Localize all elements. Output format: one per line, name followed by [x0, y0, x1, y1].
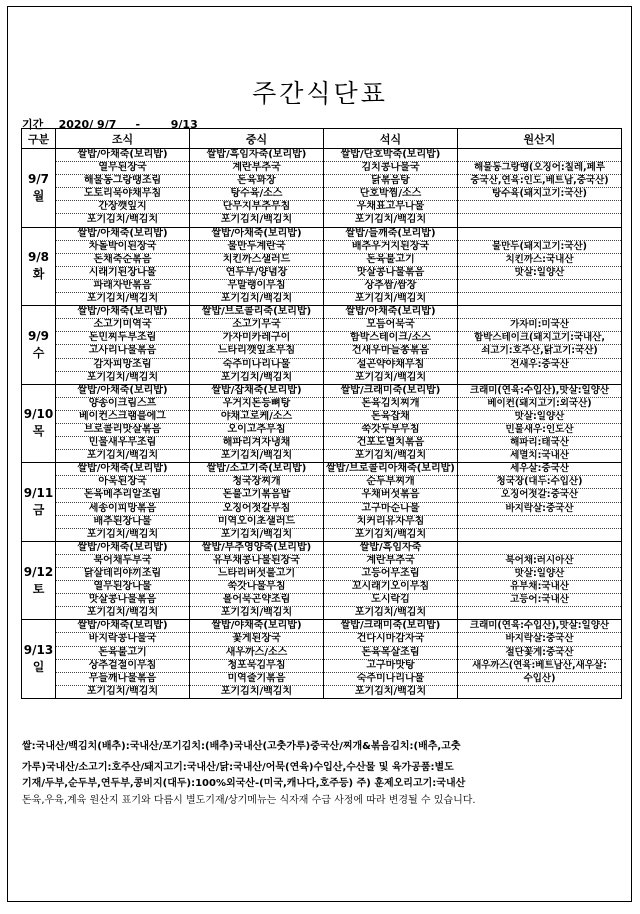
- menu-item: 연두부/양념장: [190, 267, 323, 280]
- menu-item: 느타리버섯불고기: [190, 568, 323, 581]
- menu-item: 돈민찌두부조림: [56, 332, 189, 345]
- menu-item: 김치콩나물국: [324, 162, 457, 175]
- menu-item: 유부채콩나물된장국: [190, 555, 323, 568]
- menu-item: 쌀밥/아채죽(보리밥): [56, 620, 189, 633]
- menu-item: 아욱된장국: [56, 476, 189, 489]
- day-row: [22, 149, 622, 228]
- origin-cell: [458, 620, 622, 699]
- menu-item: 배추우거지된장국: [324, 241, 457, 254]
- menu-item: 소고기미역국: [56, 319, 189, 332]
- header-row: [22, 129, 622, 149]
- origin-item: [458, 516, 621, 529]
- day-row: [22, 384, 622, 463]
- menu-item: 양송이크림스프: [56, 398, 189, 411]
- menu-item: 포기김치/백김치: [86, 450, 159, 462]
- lunch-cell: [190, 620, 324, 699]
- origin-item: 쇠고기:호주산,닭고기:국산): [458, 345, 621, 358]
- menu-item: 탕수육/소스: [190, 188, 323, 201]
- origin-item: 세우살:중국산: [458, 463, 621, 476]
- menu-item: 우거지돈등뼈탕: [190, 398, 323, 411]
- day-label: [22, 541, 56, 620]
- menu-item: 민물새우무조림: [56, 437, 189, 450]
- menu-item: 포기김치/백김치: [220, 371, 293, 383]
- menu-item: 우채버섯볶음: [324, 489, 457, 502]
- menu-item: 새우까스/소스: [190, 647, 323, 660]
- menu-item: 포기김치/백김치: [220, 685, 293, 697]
- menu-item: 돈육꽈장: [190, 175, 323, 188]
- menu-item: 배추된장나물: [56, 516, 189, 529]
- origin-item: [458, 149, 621, 162]
- menu-item: 열무된장국: [56, 162, 189, 175]
- menu-item: 치커리유자무침: [324, 516, 457, 529]
- origin-item: 바지락살:중국산: [458, 503, 621, 516]
- day-row: [22, 620, 622, 699]
- origin-item: 탕수육(돼지고기:국산): [458, 188, 621, 201]
- day-date: 9/12: [23, 564, 54, 579]
- menu-item: 쌀밥/크래미죽(보리밥): [324, 385, 457, 398]
- menu-item: 쌀밥/브로콜리죽(보리밥): [190, 306, 323, 319]
- dinner-cell: [324, 227, 458, 306]
- origin-cell: [458, 463, 622, 542]
- footer-line-4: 돈육,우육,계육 원산지 표기와 다름시 별도기재/상기메뉴는 식자재 수급 사정에 따라 변경될 수 있습니다.: [22, 795, 476, 806]
- origin-item: 유부채:국내산: [458, 581, 621, 594]
- dinner-cell: [324, 384, 458, 463]
- weekly-menu-table: [21, 128, 622, 699]
- menu-item: 청포묵김무침: [190, 660, 323, 673]
- menu-item: 쌀밥/야채죽(보리밥): [190, 620, 323, 633]
- lunch-cell: [190, 306, 324, 385]
- origin-item: 북어채:러시아산: [458, 555, 621, 568]
- day-of-week: 목: [32, 424, 45, 439]
- footer-line-1: 쌀:국내산/백김치(배추):국내산/포기김치:(배추)국내산(고춧가루)중국산/찌개&볶음김치:(배추,고춧: [22, 741, 461, 752]
- menu-item: 포기김치/백김치: [220, 607, 293, 619]
- menu-item: 숙주미나리나물: [190, 359, 323, 372]
- origin-item: 해물동그랑땡(오징어:칠레,페루: [458, 162, 621, 175]
- lunch-cell: [190, 384, 324, 463]
- origin-cell: [458, 227, 622, 306]
- menu-item: 포기김치/백김치: [220, 293, 293, 305]
- breakfast-cell: [56, 384, 190, 463]
- origin-item: [458, 280, 621, 293]
- menu-item: 치킨까스샐러드: [190, 254, 323, 267]
- origin-item: 바지락살:중국산: [458, 633, 621, 646]
- dinner-cell: [324, 620, 458, 699]
- footer-line-2: 가루)국내산/소고기:호주산/돼지고기:국내산/닭:국내산/어묵(연육)수입산,수산물 및 육가공품:별도: [22, 762, 454, 773]
- period-start: 2020/ 9/7: [58, 118, 117, 131]
- origin-item: 절단꽃게:중국산: [458, 647, 621, 660]
- origin-cell: [458, 306, 622, 385]
- menu-item: 열무된장나물: [56, 581, 189, 594]
- day-date: 9/8: [27, 250, 50, 265]
- day-date: 9/9: [27, 328, 50, 343]
- menu-item: 건새우마늘쫑볶음: [324, 345, 457, 358]
- menu-item: 쌀밥/아채죽(보리밥): [324, 306, 457, 319]
- menu-item: 맛살콩나물볶음: [56, 594, 189, 607]
- menu-item: 포기김치/백김치: [354, 607, 427, 619]
- menu-item: 쌀밥/아채죽(보리밥): [56, 542, 189, 555]
- menu-item: 미역줄기볶음: [190, 673, 323, 686]
- menu-item: 도토리묵야채무침: [56, 188, 189, 201]
- menu-item: 포기김치/백김치: [86, 528, 159, 540]
- lunch-cell: [190, 227, 324, 306]
- menu-item: 포기김치/백김치: [354, 293, 427, 305]
- menu-item: 쌀밥/브로콜리아채죽(보리밥): [324, 463, 457, 476]
- menu-item: 계란부추국: [190, 162, 323, 175]
- origin-item: 수입산): [458, 673, 621, 686]
- menu-item: 쌀밥/아채죽(보리밥): [56, 385, 189, 398]
- menu-item: 포기김치/백김치: [220, 214, 293, 226]
- menu-item: 고구마맛탕: [324, 660, 457, 673]
- menu-item: 포기김치/백김치: [86, 685, 159, 697]
- day-row: [22, 227, 622, 306]
- origin-item: 크래미(연육:수입산),맛살:일양산: [458, 620, 621, 633]
- menu-item: 느타리깻잎초무침: [190, 345, 323, 358]
- day-label: [22, 620, 56, 699]
- menu-item: 포기김치/백김치: [220, 528, 293, 540]
- origin-item: [458, 214, 621, 226]
- origin-item: 맛살:일양산: [458, 411, 621, 424]
- header-dinner: 석식: [324, 129, 458, 149]
- origin-item: [458, 542, 621, 555]
- menu-item: 건다시마감자국: [324, 633, 457, 646]
- period-separator: -: [135, 118, 141, 131]
- menu-item: 돈육김치찌개: [324, 398, 457, 411]
- menu-item: 쌀밥/아채죽(보리밥): [56, 463, 189, 476]
- lunch-cell: [190, 149, 324, 228]
- day-label: [22, 463, 56, 542]
- menu-item: 소고기무국: [190, 319, 323, 332]
- menu-item: 포기김치/백김치: [86, 371, 159, 383]
- menu-item: 포기김치/백김치: [86, 293, 159, 305]
- header-category: 구분: [22, 129, 56, 149]
- origin-item: 청국장(대두:수입산): [458, 476, 621, 489]
- origin-item: 해파리:태국산: [458, 437, 621, 450]
- menu-item: 돈육목살조림: [324, 647, 457, 660]
- menu-item: 우채표고무나물: [324, 201, 457, 214]
- menu-item: 베이컨스크램블에그: [56, 411, 189, 424]
- menu-item: 포기김치/백김치: [220, 450, 293, 462]
- menu-item: 순두부찌개: [324, 476, 457, 489]
- dinner-cell: [324, 463, 458, 542]
- menu-item: 계란부추국: [324, 555, 457, 568]
- breakfast-cell: [56, 227, 190, 306]
- lunch-cell: [190, 463, 324, 542]
- day-of-week: 화: [32, 267, 45, 282]
- menu-item: 포기김치/백김치: [354, 450, 427, 462]
- origin-item: 새우까스(연육:베트남산,새우살:: [458, 660, 621, 673]
- menu-item: 돈육불고기: [56, 647, 189, 660]
- origin-item: 함박스테이크(돼지고기:국내산,: [458, 332, 621, 345]
- menu-item: 쌀밥/들깨죽(보리밥): [324, 228, 457, 241]
- origin-item: 맛살:일양산: [458, 568, 621, 581]
- menu-item: 가자미카레구이: [190, 332, 323, 345]
- day-date: 9/7: [27, 171, 50, 186]
- origin-item: 치킨까스:국내산: [458, 254, 621, 267]
- menu-item: 쌀밥/아채죽(보리밥): [56, 228, 189, 241]
- menu-item: 도시락김: [324, 594, 457, 607]
- menu-item: 닭볶음탕: [324, 175, 457, 188]
- menu-item: 돈육잡채: [324, 411, 457, 424]
- menu-item: 물만두계란국: [190, 241, 323, 254]
- menu-item: 북어채두부국: [56, 555, 189, 568]
- menu-item: 건포도멸치볶음: [324, 437, 457, 450]
- period-label: 기간: [22, 118, 44, 131]
- menu-item: 차돌박이된장국: [56, 241, 189, 254]
- menu-item: 시래기된장나물: [56, 267, 189, 280]
- origin-cell: [458, 541, 622, 620]
- menu-item: 돈불고기볶음밥: [190, 489, 323, 502]
- menu-item: 해물동그랑땡조림: [56, 175, 189, 188]
- breakfast-cell: [56, 149, 190, 228]
- day-of-week: 토: [32, 581, 45, 596]
- menu-item: 쌀밥/잡채죽(보리밥): [190, 385, 323, 398]
- day-date: 9/11: [23, 486, 54, 501]
- origin-cell: [458, 149, 622, 228]
- menu-item: 볼어묵곤약조림: [190, 594, 323, 607]
- origin-item: [458, 372, 621, 384]
- menu-item: 포기김치/백김치: [354, 371, 427, 383]
- origin-item: [458, 607, 621, 619]
- day-of-week: 금: [32, 503, 45, 518]
- origin-item: 세멸치:국내산: [510, 450, 569, 462]
- origin-item: 맛살:일양산: [458, 267, 621, 280]
- menu-item: 무말랭이무침: [190, 280, 323, 293]
- origin-cell: [458, 384, 622, 463]
- page-title: 주간식단표: [252, 79, 388, 108]
- origin-item: [458, 293, 621, 305]
- menu-item: 야채고로케/소스: [190, 411, 323, 424]
- day-of-week: 수: [32, 345, 45, 360]
- origin-item: [458, 228, 621, 241]
- menu-item: 쌀밥/아채죽(보리밥): [56, 149, 189, 162]
- menu-item: 단호박찜/소스: [324, 188, 457, 201]
- day-label: [22, 384, 56, 463]
- lunch-cell: [190, 541, 324, 620]
- day-row: [22, 463, 622, 542]
- day-label: [22, 306, 56, 385]
- menu-item: 감자피망조림: [56, 359, 189, 372]
- header-breakfast: 조식: [56, 129, 190, 149]
- menu-item: 고사리나물볶음: [56, 345, 189, 358]
- menu-item: 포기김치/백김치: [354, 528, 427, 540]
- footer-line-3: 기재/두부,순두부,연두부,콩비지(대두):100%외국산-(미국,캐나다,호주등) 주) 훈제오리고기:국내산: [22, 778, 466, 789]
- header-lunch: 중식: [190, 129, 324, 149]
- origin-item: 고등어:국내산: [458, 594, 621, 607]
- menu-item: 숙주미나리나물: [324, 673, 457, 686]
- menu-item: 파래자반볶음: [56, 280, 189, 293]
- menu-item: 쌀밥/아채죽(보리밥): [190, 228, 323, 241]
- origin-item: 크래미(연육:수입산),맛살:일양산: [458, 385, 621, 398]
- origin-item: [458, 686, 621, 698]
- menu-item: 쑥갓두부무침: [324, 424, 457, 437]
- origin-item: [458, 201, 621, 214]
- menu-item: 단무지부추무침: [190, 201, 323, 214]
- dinner-cell: [324, 541, 458, 620]
- menu-item: 쌀밥/부추영양죽(보리밥): [190, 542, 323, 555]
- menu-item: 오징어젓갈무침: [190, 503, 323, 516]
- menu-item: 간장깻잎지: [56, 201, 189, 214]
- menu-item: 모듬어묵국: [324, 319, 457, 332]
- menu-item: 무들깨나물볶음: [56, 673, 189, 686]
- origin-item: 중국산,연육:인도,베트남,중국산): [458, 175, 621, 188]
- menu-item: 오이고추무침: [190, 424, 323, 437]
- day-date: 9/13: [23, 643, 54, 658]
- menu-item: 청국장찌개: [190, 476, 323, 489]
- menu-item: 꽃게된장국: [190, 633, 323, 646]
- dinner-cell: [324, 149, 458, 228]
- menu-item: 세송이피망볶음: [56, 503, 189, 516]
- menu-item: 포기김치/백김치: [86, 607, 159, 619]
- menu-item: 상추겉절이무침: [56, 660, 189, 673]
- menu-item: 쌀밥/소고기죽(보리밥): [190, 463, 323, 476]
- breakfast-cell: [56, 620, 190, 699]
- menu-item: 고등어무조림: [324, 568, 457, 581]
- menu-item: 닭살데리야끼조림: [56, 568, 189, 581]
- menu-item: 쑥갓나물무침: [190, 581, 323, 594]
- origin-item: 오징어젓갈:중국산: [458, 489, 621, 502]
- origin-item: 민물새우:인도산: [458, 424, 621, 437]
- menu-item: 돈채죽순볶음: [56, 254, 189, 267]
- day-row: [22, 306, 622, 385]
- menu-item: 돈육불고기: [324, 254, 457, 267]
- dinner-cell: [324, 306, 458, 385]
- menu-item: 바지락콩나물국: [56, 633, 189, 646]
- menu-item: 상추쌈/쌈장: [324, 280, 457, 293]
- menu-item: 쌀밥/크래미죽(보리밥): [324, 620, 457, 633]
- menu-item: 포기김치/백김치: [354, 214, 427, 226]
- breakfast-cell: [56, 306, 190, 385]
- menu-item: 돈육메추리알조림: [56, 489, 189, 502]
- header-origin: 원산지: [458, 129, 622, 149]
- menu-item: 쌀밥/흑임자죽: [324, 542, 457, 555]
- day-label: [22, 149, 56, 228]
- origin-item: 건새우:중국산: [458, 359, 621, 372]
- menu-item: 설곤약야채무침: [324, 359, 457, 372]
- day-of-week: 월: [32, 188, 45, 203]
- menu-item: 포기김치/백김치: [354, 685, 427, 697]
- menu-item: 해파리겨자냉채: [190, 437, 323, 450]
- menu-item: 고구마순나물: [324, 503, 457, 516]
- menu-item: 포기김치/백김치: [86, 214, 159, 226]
- day-row: [22, 541, 622, 620]
- origin-item: [458, 306, 621, 319]
- breakfast-cell: [56, 541, 190, 620]
- origin-item: 베이컨(돼지고기:외국산): [458, 398, 621, 411]
- breakfast-cell: [56, 463, 190, 542]
- menu-item: 쌀밥/아채죽(보리밥): [56, 306, 189, 319]
- menu-item: 브로콜리맛살볶음: [56, 424, 189, 437]
- menu-item: 쌀밥/단호박죽(보리밥): [324, 149, 457, 162]
- menu-item: 미역오이초샐러드: [190, 516, 323, 529]
- day-of-week: 일: [32, 660, 45, 675]
- origin-item: 물만두(돼지고기:국산): [458, 241, 621, 254]
- menu-item: 꼬시래기오이무침: [324, 581, 457, 594]
- origin-item: 가자미:미국산: [458, 319, 621, 332]
- menu-item: 함박스테이크/소스: [324, 332, 457, 345]
- menu-item: 맛살콩나물볶음: [324, 267, 457, 280]
- day-date: 9/10: [23, 407, 54, 422]
- day-label: [22, 227, 56, 306]
- menu-item: 쌀밥/흑임자죽(보리밥): [190, 149, 323, 162]
- origin-item: [458, 529, 621, 541]
- period-end: 9/13: [170, 118, 198, 131]
